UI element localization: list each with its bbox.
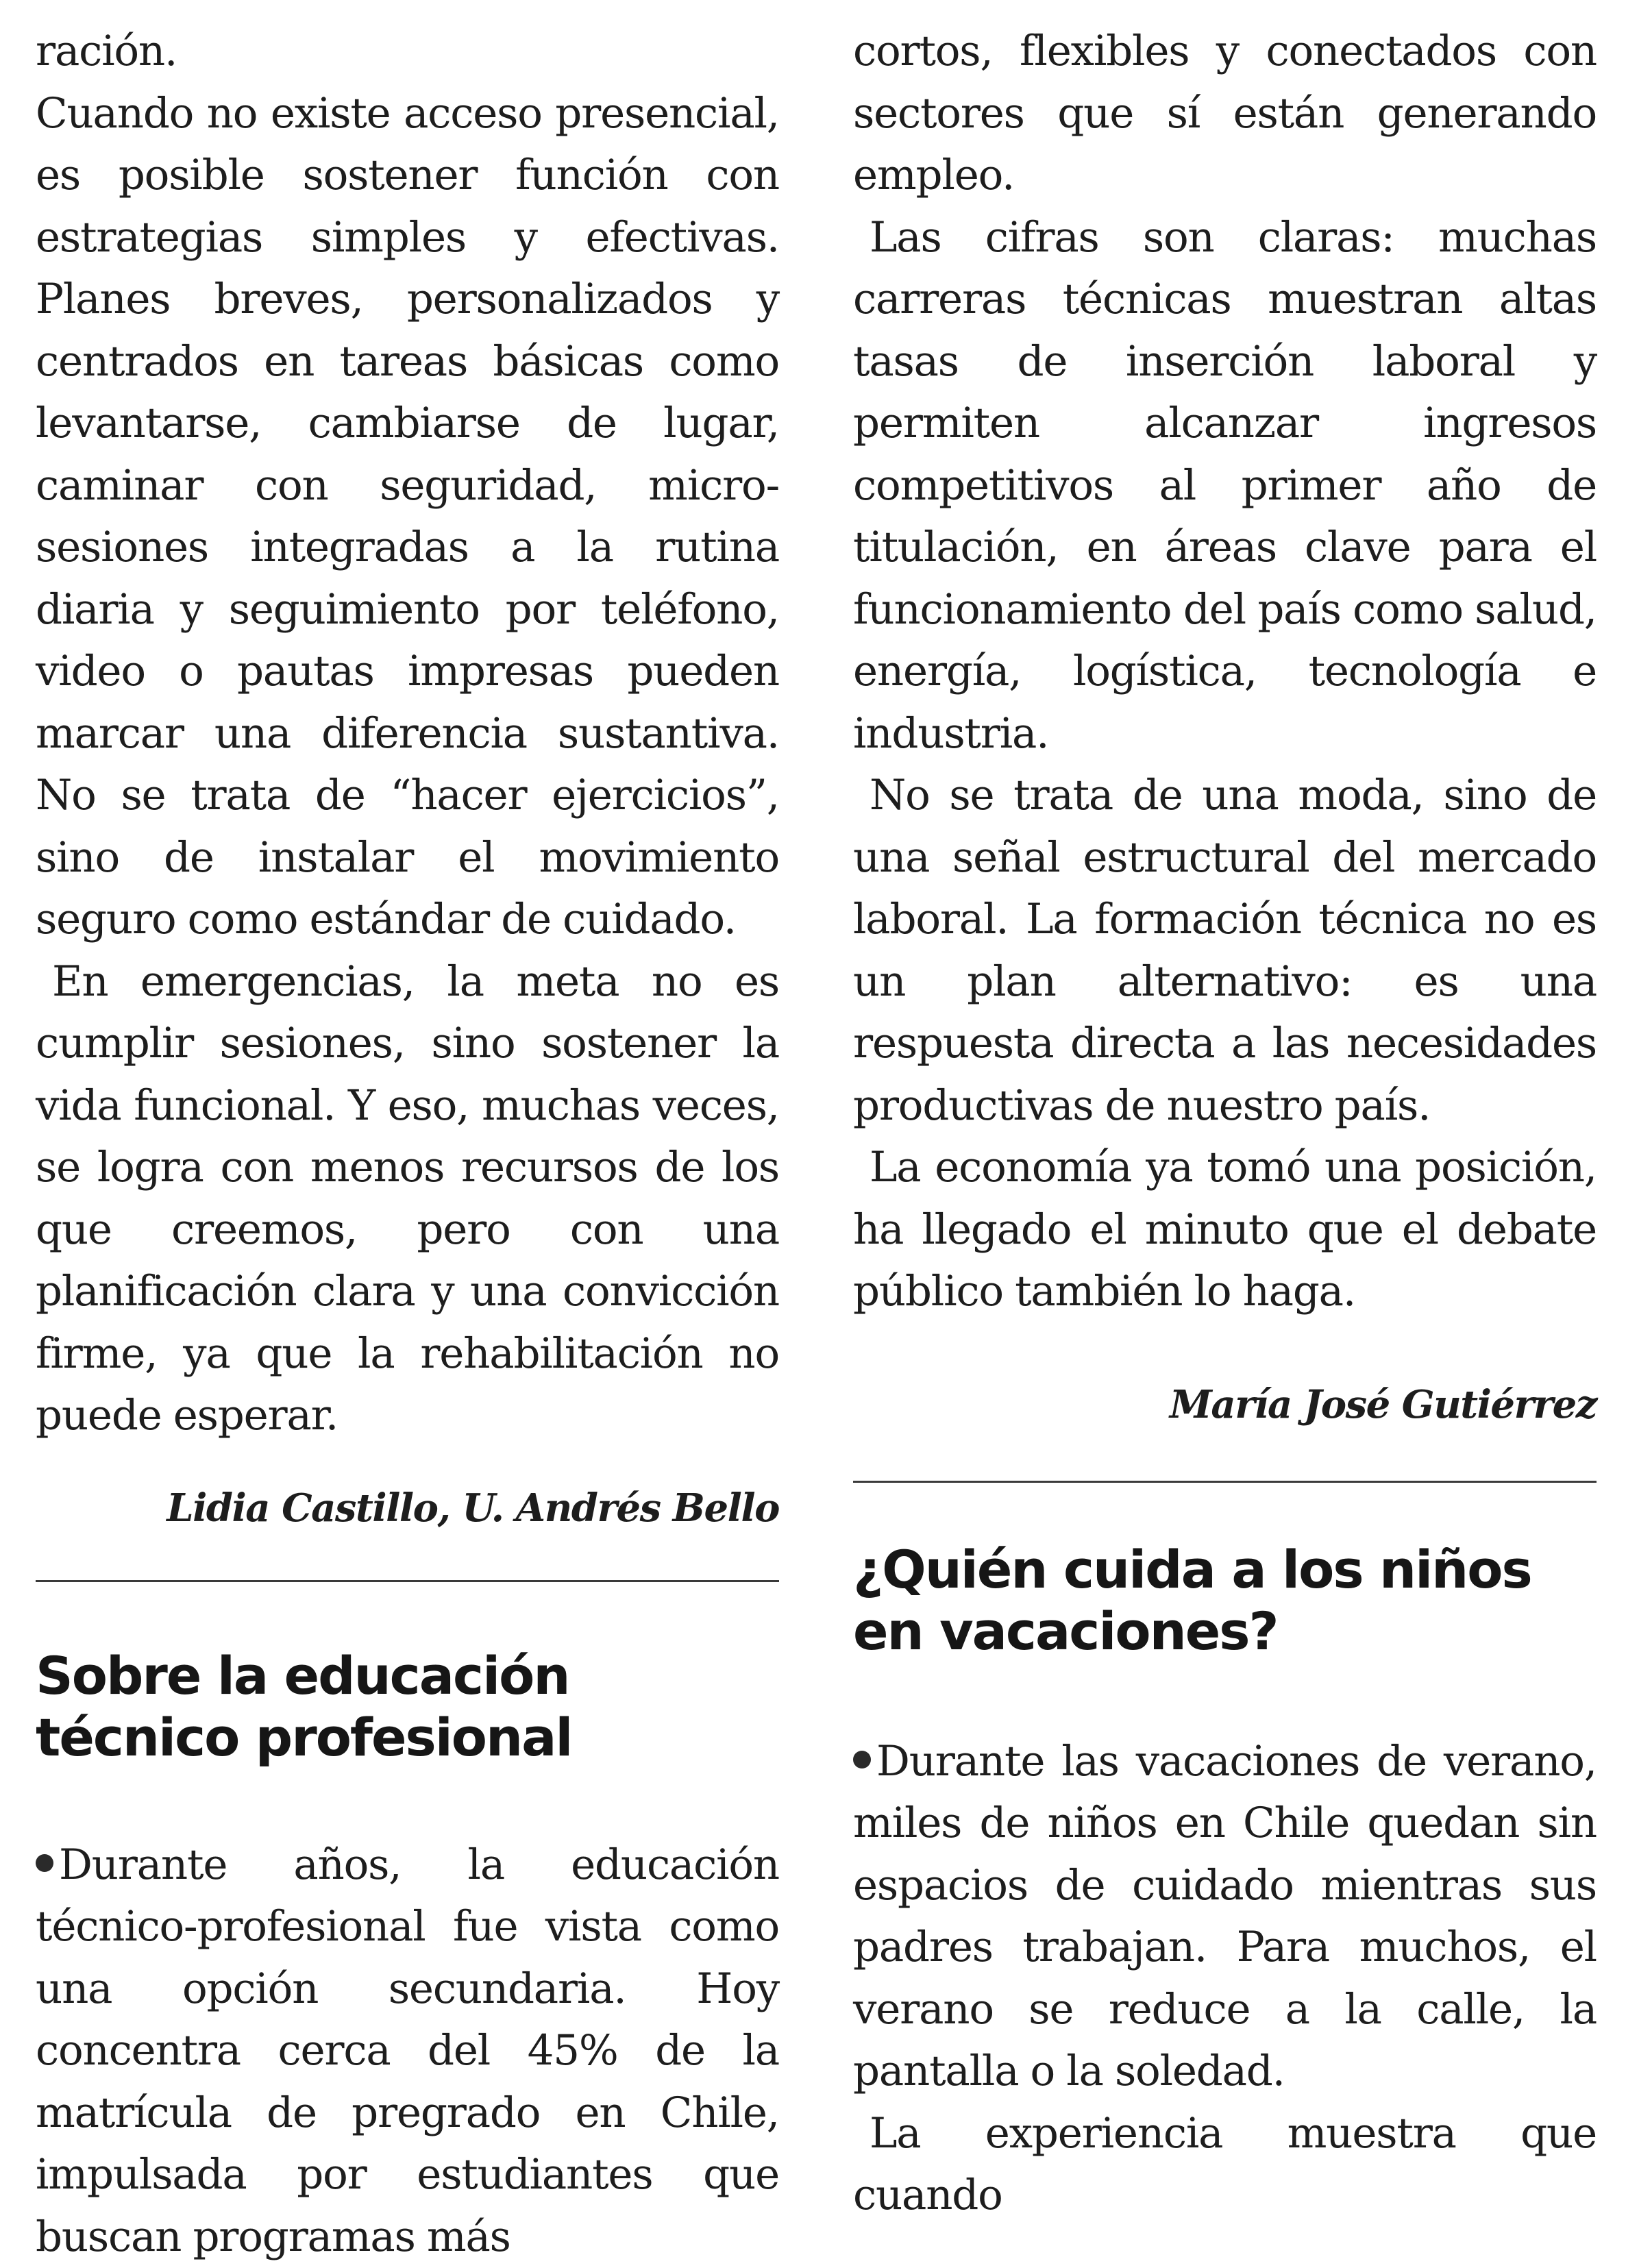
- left-column: [36, 21, 779, 2268]
- article-text: La economía ya tomó una posición, ha llegado el minuto que el debate público también lo haga.: [853, 1137, 1597, 1323]
- bullet-icon: [36, 1854, 53, 1872]
- article-text: ración.: [36, 21, 779, 83]
- right-column: [853, 21, 1597, 2227]
- article-text: En emergencias, la meta no es cumplir sesiones, sino sostener la vida funcional. Y eso, muchas veces, se logra con menos recursos de los que creemos, pero con una planificación clara y una convicción firme, ya que la rehabilitación no puede esperar.: [36, 951, 779, 1447]
- article-text: La experiencia muestra que cuando: [853, 2103, 1597, 2227]
- author-signature: Lidia Castillo, U. Andrés Bello: [36, 1486, 779, 1531]
- section-divider: [36, 1580, 779, 1582]
- article-lead-text: Durante años, la educación técnico-profesional fue vista como una opción secundaria. Hoy concentra cerca del 45% de la matrícula de pregrado en Chile, impulsada por estudiantes que buscan programas más: [36, 1840, 779, 2261]
- article-lead-text: Durante las vacaciones de verano, miles de niños en Chile quedan sin espacios de cuidado mientras sus padres trabajan. Para muchos, el verano se reduce a la calle, la pantalla o la soledad.: [853, 1737, 1597, 2096]
- article-lead: [853, 1731, 1597, 2103]
- article-lead: [36, 1834, 779, 2268]
- article-text: No se trata de una moda, sino de una señal estructural del mercado laboral. La formación técnica no es un plan alternativo: es una respuesta directa a las necesidades productivas de nuestro país.: [853, 765, 1597, 1137]
- article-text: Las cifras son claras: muchas carreras técnicas muestran altas tasas de inserción laboral y permiten alcanzar ingresos competitivos al primer año de titulación, en áreas clave para el funcionamiento del país como salud, energía, logística, tecnología e industria.: [853, 207, 1597, 765]
- article-headline: Sobre la educación técnico profesional: [36, 1645, 779, 1768]
- article-headline: ¿Quién cuida a los niños en vacaciones?: [853, 1539, 1597, 1662]
- author-signature: María José Gutiérrez: [853, 1382, 1597, 1427]
- bullet-icon: [853, 1751, 871, 1768]
- section-divider: [853, 1481, 1597, 1483]
- article-text: cortos, flexibles y conectados con sectores que sí están generando empleo.: [853, 21, 1597, 207]
- article-text: Cuando no existe acceso presencial, es posible sostener función con estrategias simples y efectivas. Planes breves, personalizados y centrados en tareas básicas como levantarse, cambiarse de lugar, caminar con seguridad, micro-sesiones integradas a la rutina diaria y seguimiento por teléfono, video o pautas impresas pueden marcar una diferencia sustantiva. No se trata de “hacer ejercicios”, sino de instalar el movimiento seguro como estándar de cuidado.: [36, 83, 779, 951]
